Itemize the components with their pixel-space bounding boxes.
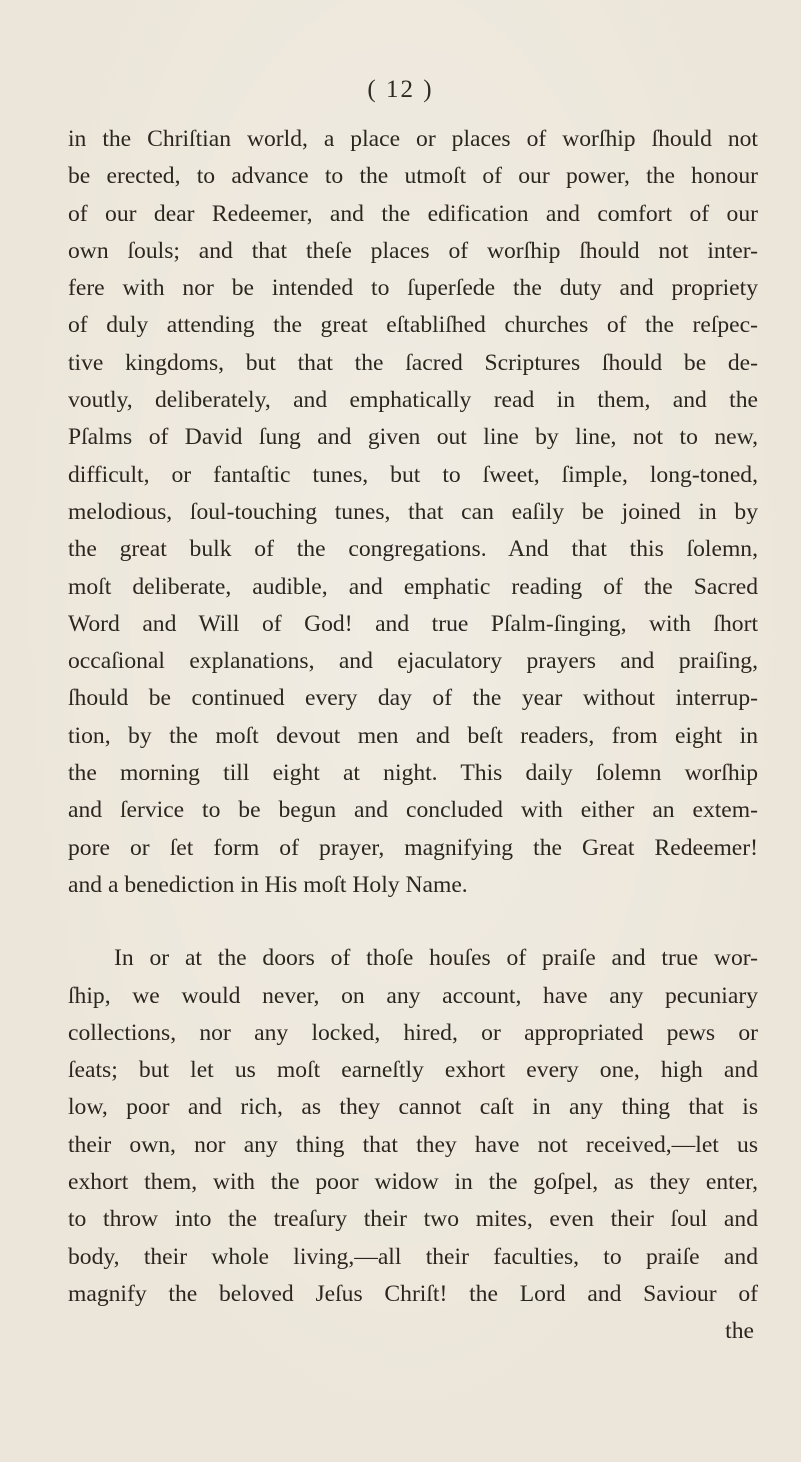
text-line: fere with nor be intended to ſuperſede the duty and propriety (68, 275, 758, 302)
text-line: In or at the doors of thoſe houſes of praiſe and true wor- (114, 945, 758, 972)
body-text (68, 121, 758, 1351)
text-line: ſeats; but let us moſt earneſtly exhort every one, high and (68, 1057, 758, 1084)
text-line: occaſional explanations, and ejaculatory prayers and praiſing, (68, 648, 758, 675)
text-line: their own, nor any thing that they have not received,—let us (68, 1131, 758, 1158)
text-line: tion, by the moſt devout men and beſt readers, from eight in (68, 722, 758, 749)
text-line: tive kingdoms, but that the ſacred Scriptures ſhould be de- (68, 349, 758, 376)
text-line: collections, nor any locked, hired, or appropriated pews or (68, 1019, 758, 1046)
text-line: and a benediction in His moſt Holy Name. (68, 871, 468, 898)
text-line: own ſouls; and that theſe places of worſhip ſhould not inter- (68, 237, 758, 264)
text-line: magnify the beloved Jeſus Chriſt! the Lord and Saviour of (68, 1280, 758, 1307)
text-line: voutly, deliberately, and emphatically read in them, and the (68, 387, 758, 414)
paragraph-gap (68, 904, 758, 940)
paragraph (68, 121, 758, 904)
text-line: pore or ſet form of prayer, magnifying the Great Redeemer! (68, 834, 758, 861)
text-line: be erected, to advance to the utmoſt of our power, the honour (68, 163, 758, 190)
text-line: melodious, ſoul-touching tunes, that can eaſily be joined in by (68, 498, 758, 525)
text-line: and ſervice to be begun and concluded with either an extem- (68, 797, 758, 824)
text-line: the morning till eight at night. This daily ſolemn worſhip (68, 760, 758, 787)
text-line: Word and Will of God! and true Pſalm-ſinging, with ſhort (68, 610, 758, 637)
text-line: in the Chriſtian world, a place or places of worſhip ſhould not (68, 126, 758, 152)
page-number: ( 12 ) (367, 76, 434, 103)
text-line: ſhip, we would never, on any account, have any pecuniary (68, 982, 758, 1009)
text-line: low, poor and rich, as they cannot caſt in any thing that is (68, 1094, 758, 1121)
text-line: ſhould be continued every day of the year without interrup- (68, 685, 758, 712)
text-line: difficult, or fantaſtic tunes, but to ſweet, ſimple, long-toned, (68, 461, 758, 488)
text-line: moſt deliberate, audible, and emphatic reading of the Sacred (68, 573, 758, 600)
text-line: Pſalms of David ſung and given out line by line, not to new, (68, 424, 758, 451)
catchword: the (725, 1318, 754, 1345)
text-line: the great bulk of the congregations. And that this ſolemn, (68, 536, 758, 563)
text-line: exhort them, with the poor widow in the goſpel, as they enter, (68, 1169, 758, 1196)
text-line: to throw into the treaſury their two mites, even their ſoul and (68, 1206, 758, 1233)
text-line: body, their whole living,—all their faculties, to praiſe and (68, 1243, 758, 1270)
text-line: of our dear Redeemer, and the edification and comfort of our (68, 200, 758, 227)
paragraph (68, 940, 758, 1313)
text-line: of duly attending the great eſtabliſhed churches of the reſpec- (68, 312, 758, 339)
